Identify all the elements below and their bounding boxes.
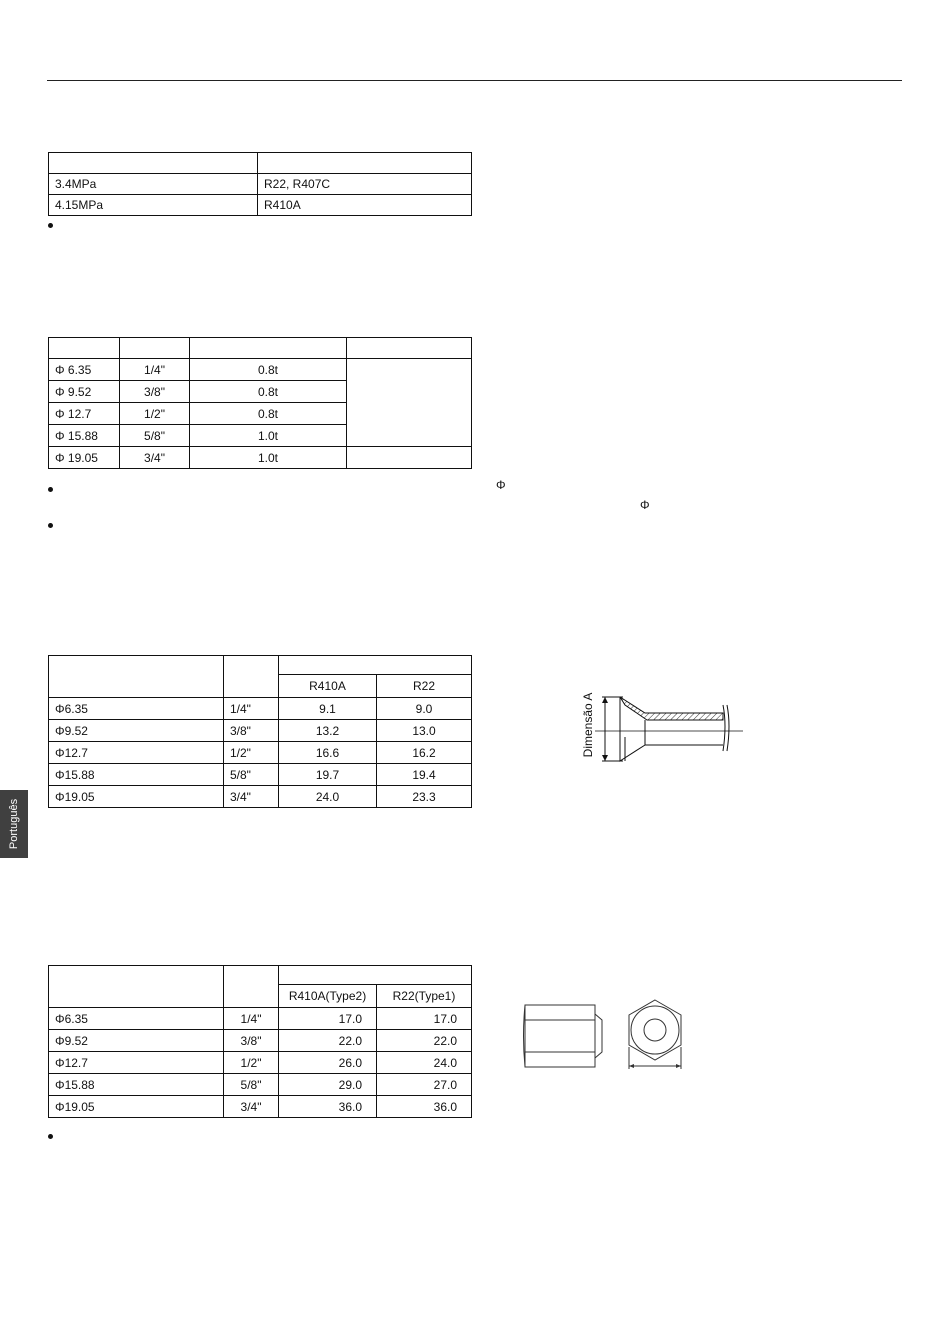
r410a-cell: 36.0 — [279, 1096, 377, 1118]
diameter-cell: Φ12.7 — [49, 1052, 224, 1074]
table-row — [49, 174, 472, 195]
diameter-cell: Φ6.35 — [49, 698, 224, 720]
table-row — [49, 447, 472, 469]
inch-cell: 3/8" — [224, 1030, 279, 1052]
nut-front-view-diagram — [620, 995, 690, 1075]
thickness-cell: 0.8t — [190, 359, 347, 381]
r410a-cell: 17.0 — [279, 1008, 377, 1030]
inch-cell: 1/4" — [224, 698, 279, 720]
table-row — [49, 1008, 472, 1030]
r410a-cell: 16.6 — [279, 742, 377, 764]
inch-cell: 1/4" — [224, 1008, 279, 1030]
table-row — [49, 1074, 472, 1096]
r410a-cell: 24.0 — [279, 786, 377, 808]
r22-cell: 36.0 — [377, 1096, 472, 1118]
merged-cell — [347, 359, 472, 447]
bullet-3 — [48, 523, 53, 528]
table-row — [49, 195, 472, 216]
r22-cell: 9.0 — [377, 698, 472, 720]
table-row — [49, 786, 472, 808]
diameter-cell: Φ 6.35 — [49, 359, 120, 381]
table-row — [49, 359, 472, 381]
inch-cell: 3/8" — [120, 381, 190, 403]
phi-symbol-1: Φ — [496, 478, 506, 492]
r410a-cell: 29.0 — [279, 1074, 377, 1096]
refrigerant-cell: R410A — [258, 195, 472, 216]
r410a-cell: 19.7 — [279, 764, 377, 786]
table-header-row — [49, 338, 472, 359]
r22-cell: 19.4 — [377, 764, 472, 786]
language-tab — [0, 790, 28, 858]
diameter-cell: Φ 15.88 — [49, 425, 120, 447]
empty-cell — [347, 447, 472, 469]
inch-cell: 3/4" — [224, 786, 279, 808]
diameter-cell: Φ 9.52 — [49, 381, 120, 403]
thickness-cell: 0.8t — [190, 381, 347, 403]
col-r410a-header: R410A — [279, 675, 377, 698]
inch-cell: 5/8" — [224, 1074, 279, 1096]
diameter-cell: Φ15.88 — [49, 1074, 224, 1096]
inch-cell: 1/2" — [224, 1052, 279, 1074]
r22-cell: 27.0 — [377, 1074, 472, 1096]
table-header-row — [49, 656, 472, 675]
bullet-2 — [48, 487, 53, 492]
diameter-cell: Φ19.05 — [49, 786, 224, 808]
diameter-cell: Φ12.7 — [49, 742, 224, 764]
inch-cell: 3/4" — [120, 447, 190, 469]
language-tab-label: Português — [8, 798, 20, 850]
phi-symbol-2: Φ — [640, 498, 650, 512]
diameter-cell: Φ15.88 — [49, 764, 224, 786]
thickness-cell: 0.8t — [190, 403, 347, 425]
r410a-cell: 9.1 — [279, 698, 377, 720]
nut-table — [48, 965, 472, 1118]
r22-cell: 24.0 — [377, 1052, 472, 1074]
inch-cell: 3/4" — [224, 1096, 279, 1118]
diameter-cell: Φ9.52 — [49, 720, 224, 742]
refrigerant-cell: R22, R407C — [258, 174, 472, 195]
table-row — [49, 1030, 472, 1052]
table-row — [49, 720, 472, 742]
table-row — [49, 1052, 472, 1074]
inch-cell: 5/8" — [120, 425, 190, 447]
diameter-cell: Φ19.05 — [49, 1096, 224, 1118]
bullet-1 — [48, 223, 53, 228]
r410a-cell: 13.2 — [279, 720, 377, 742]
dimension-a-label: Dimensão A — [581, 692, 595, 758]
r22-cell: 22.0 — [377, 1030, 472, 1052]
r22-cell: 13.0 — [377, 720, 472, 742]
table-row — [49, 764, 472, 786]
col-r22-header: R22 — [377, 675, 472, 698]
r22-cell: 23.3 — [377, 786, 472, 808]
table-row — [49, 1096, 472, 1118]
col-r22-header: R22(Type1) — [377, 985, 472, 1008]
pressure-cell: 4.15MPa — [49, 195, 258, 216]
diameter-cell: Φ6.35 — [49, 1008, 224, 1030]
pressure-cell: 3.4MPa — [49, 174, 258, 195]
inch-cell: 1/4" — [120, 359, 190, 381]
r22-cell: 16.2 — [377, 742, 472, 764]
r22-cell: 17.0 — [377, 1008, 472, 1030]
flare-table — [48, 655, 472, 808]
diameter-cell: Φ9.52 — [49, 1030, 224, 1052]
col-r410a-header: R410A(Type2) — [279, 985, 377, 1008]
thickness-cell: 1.0t — [190, 447, 347, 469]
thickness-table — [48, 337, 472, 469]
nut-side-view-diagram — [520, 1000, 610, 1070]
bullet-4 — [48, 1134, 53, 1139]
r410a-cell: 22.0 — [279, 1030, 377, 1052]
thickness-cell: 1.0t — [190, 425, 347, 447]
table-row — [49, 698, 472, 720]
inch-cell: 1/2" — [120, 403, 190, 425]
diameter-cell: Φ 19.05 — [49, 447, 120, 469]
table-row — [49, 742, 472, 764]
table-header-row — [49, 153, 472, 174]
inch-cell: 1/2" — [224, 742, 279, 764]
inch-cell: 3/8" — [224, 720, 279, 742]
pressure-table — [48, 152, 472, 216]
flare-diagram — [575, 685, 775, 775]
r410a-cell: 26.0 — [279, 1052, 377, 1074]
diameter-cell: Φ 12.7 — [49, 403, 120, 425]
inch-cell: 5/8" — [224, 764, 279, 786]
header-rule — [47, 80, 902, 81]
table-header-row — [49, 966, 472, 985]
